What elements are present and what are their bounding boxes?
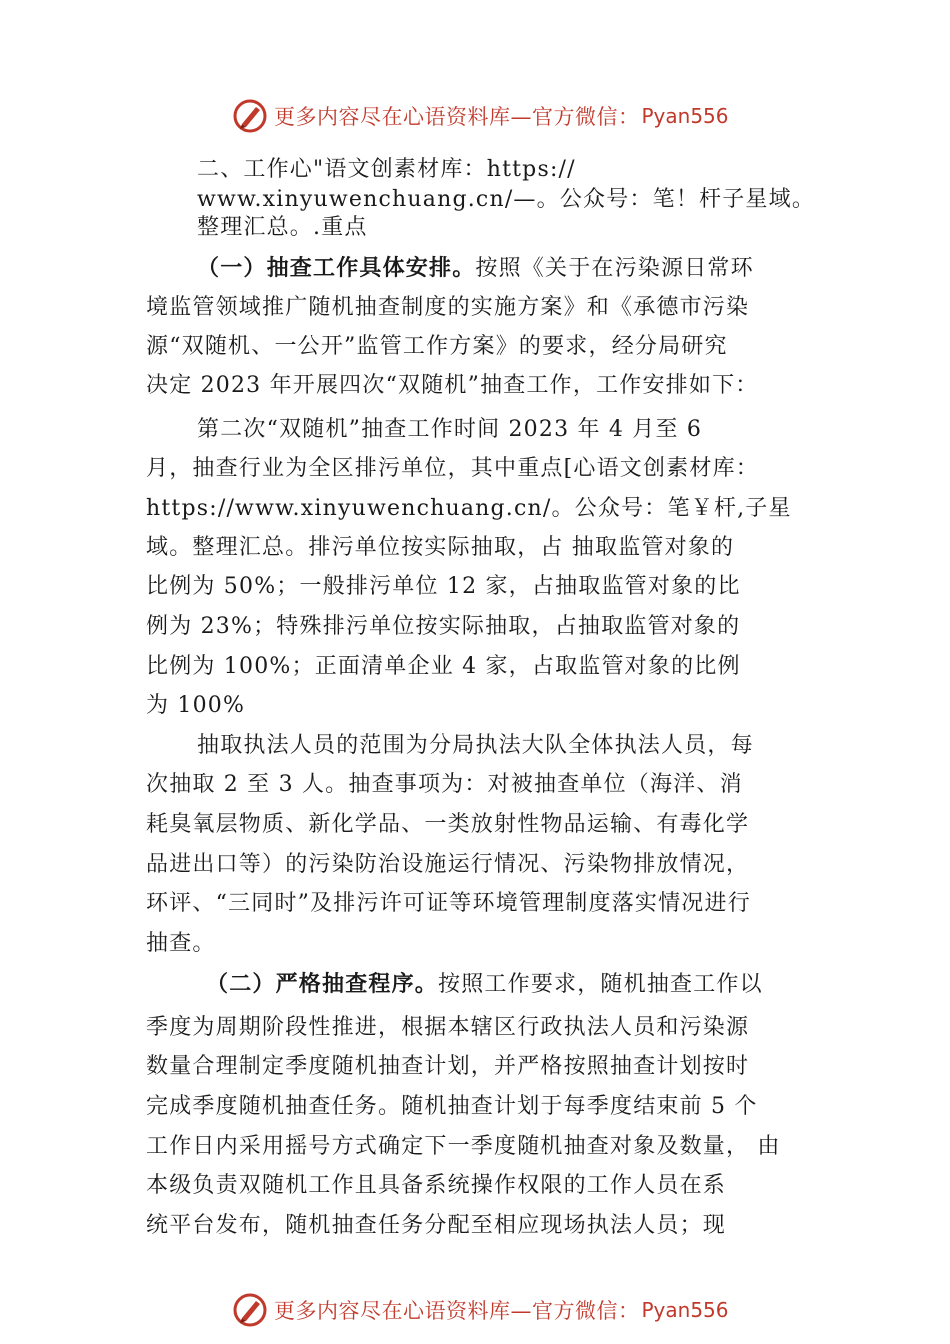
section2-line: 本级负责双随机工作且具备系统操作权限的工作人员在系 — [146, 1173, 727, 1198]
header-banner — [232, 96, 729, 136]
para2-line: https://www.xinyuwenchuang.cn/。公众号：笔￥杆,子星 — [146, 496, 792, 521]
section2-first-line — [206, 969, 763, 1000]
pen-logo-icon — [232, 1292, 268, 1328]
para3-line: 抽查。 — [146, 931, 216, 956]
section2-line: 季度为周期阶段性推进，根据本辖区行政执法人员和污染源 — [146, 1015, 750, 1040]
section2-line: 完成季度随机抽查任务。随机抽查计划于每季度结束前 5 个 — [146, 1094, 758, 1119]
banner-text: 更多内容尽在心语资料库—官方微信： — [274, 1299, 640, 1323]
section2-first-line-rest: 按照工作要求，随机抽查工作以 — [438, 972, 763, 997]
para2-line: 域。整理汇总。排污单位按实际抽取，占 抽取监管对象的 — [146, 535, 735, 560]
heading-line-1: 二、工作心"语文创素材库：https:// — [197, 157, 576, 182]
banner-wechat-id: Pyan556 — [641, 1298, 729, 1322]
para2-line: 比例为 100%；正面清单企业 4 家，占取监管对象的比例 — [146, 654, 741, 679]
heading-line-3: 整理汇总。.重点 — [197, 215, 368, 240]
section2-title: （二）严格抽查程序。 — [206, 971, 439, 997]
section1-title: （一）抽查工作具体安排。 — [197, 255, 476, 281]
section1-first-line-rest: 按照《关于在污染源日常环 — [475, 256, 754, 281]
banner-text: 更多内容尽在心语资料库—官方微信： — [274, 105, 640, 129]
section1-line: 决定 2023 年开展四次“双随机”抽查工作，工作安排如下： — [146, 373, 759, 398]
section1-line: 源“双随机、一公开”监管工作方案》的要求，经分局研究 — [146, 334, 728, 359]
section1-first-line — [197, 253, 754, 284]
para3-line: 次抽取 2 至 3 人。抽查事项为：对被抽查单位（海洋、消 — [146, 772, 743, 797]
para2-line: 为 100% — [146, 693, 246, 718]
section2-line: 数量合理制定季度随机抽查计划，并严格按照抽查计划按时 — [146, 1054, 750, 1079]
section2-line: 工作日内采用摇号方式确定下一季度随机抽查对象及数量， 由 — [146, 1134, 781, 1159]
banner-wechat-id: Pyan556 — [641, 104, 729, 128]
para3-line: 耗臭氧层物质、新化学品、一类放射性物品运输、有毒化学 — [146, 812, 750, 837]
footer-banner — [232, 1290, 729, 1330]
heading-line-2: www.xinyuwenchuang.cn/—。公众号：笔！杆子星域。 — [197, 187, 816, 212]
section1-line: 境监管领域推广随机抽查制度的实施方案》和《承德市污染 — [146, 295, 750, 320]
para2-line: 比例为 50%；一般排污单位 12 家，占抽取监管对象的比 — [146, 574, 741, 599]
para3-line: 品进出口等）的污染防治设施运行情况、污染物排放情况， — [146, 852, 750, 877]
para2-line: 例为 23%；特殊排污单位按实际抽取，占抽取监管对象的 — [146, 614, 741, 639]
para2-line: 第二次“双随机”抽查工作时间 2023 年 4 月至 6 — [197, 417, 703, 442]
para3-line: 环评、“三同时”及排污许可证等环境管理制度落实情况进行 — [146, 891, 751, 916]
section2-line: 统平台发布，随机抽查任务分配至相应现场执法人员；现 — [146, 1213, 727, 1238]
para2-line: 月，抽查行业为全区排污单位，其中重点[心语文创素材库： — [146, 456, 759, 481]
pen-logo-icon — [232, 98, 268, 134]
para3-line: 抽取执法人员的范围为分局执法大队全体执法人员，每 — [197, 733, 754, 758]
